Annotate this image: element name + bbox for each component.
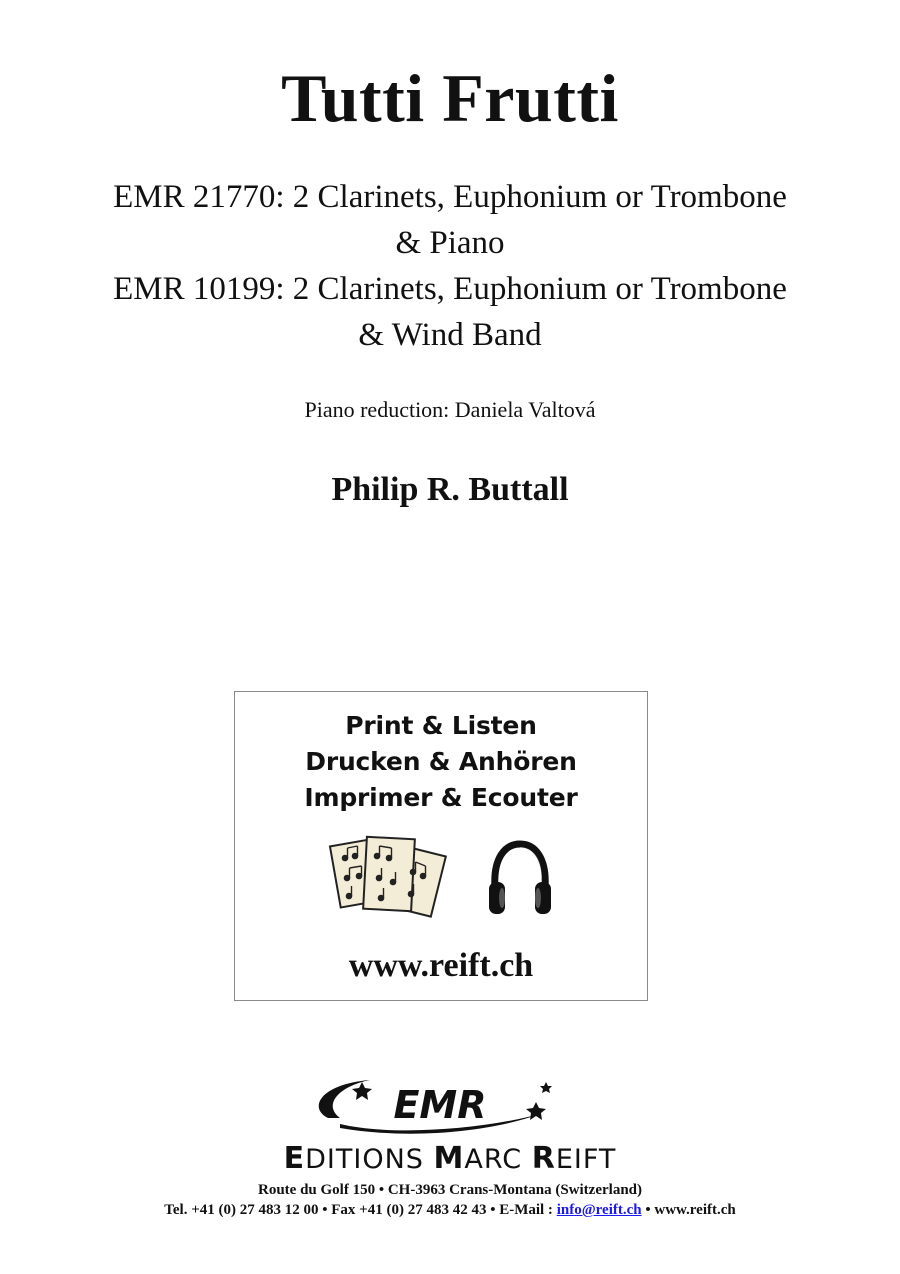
publisher-address: Route du Golf 150 • CH-3963 Crans-Montana (Switzerland) bbox=[258, 1182, 642, 1198]
sheet-music-icon bbox=[327, 828, 453, 932]
edition-2-line-2: & Wind Band bbox=[358, 317, 542, 353]
promo-line-de: Drucken & Anhören bbox=[305, 747, 577, 776]
print-listen-box[interactable] bbox=[234, 691, 648, 1001]
promo-line-fr: Imprimer & Ecouter bbox=[304, 783, 578, 812]
edition-1-line-1: EMR 21770: 2 Clarinets, Euphonium or Trombone bbox=[113, 179, 787, 215]
edition-list bbox=[0, 174, 900, 358]
publisher-name bbox=[0, 1141, 900, 1176]
contact-website: • www.reift.ch bbox=[641, 1202, 736, 1218]
publisher-word-3: EIFT bbox=[555, 1144, 617, 1175]
promo-text bbox=[235, 708, 647, 816]
edition-1-line-2: & Piano bbox=[395, 225, 505, 261]
emr-logo bbox=[300, 1074, 580, 1146]
emr-logo-mark: EMR bbox=[393, 1083, 487, 1127]
piano-reduction-credit: Piano reduction: Daniela Valtová bbox=[304, 397, 596, 422]
publisher-cap-3: R bbox=[531, 1141, 556, 1176]
promo-line-en: Print & Listen bbox=[345, 711, 537, 740]
publisher-word-2: ARC bbox=[464, 1144, 523, 1175]
headphones-icon bbox=[485, 838, 555, 922]
promo-website[interactable]: www.reift.ch bbox=[348, 947, 534, 984]
edition-2-line-1: EMR 10199: 2 Clarinets, Euphonium or Trombone bbox=[113, 271, 787, 307]
email-link[interactable]: info@reift.ch bbox=[556, 1202, 642, 1218]
contact-phone-fax: Tel. +41 (0) 27 483 12 00 • Fax +41 (0) 27 483 42 43 • E-Mail : bbox=[164, 1202, 557, 1218]
publisher-cap-2: M bbox=[433, 1141, 465, 1176]
publisher-contact bbox=[0, 1200, 900, 1220]
page-title: Tutti Frutti bbox=[281, 60, 619, 136]
composer-name: Philip R. Buttall bbox=[331, 471, 569, 508]
publisher-word-1: DITIONS bbox=[305, 1144, 424, 1175]
publisher-cap-1: E bbox=[283, 1141, 306, 1176]
